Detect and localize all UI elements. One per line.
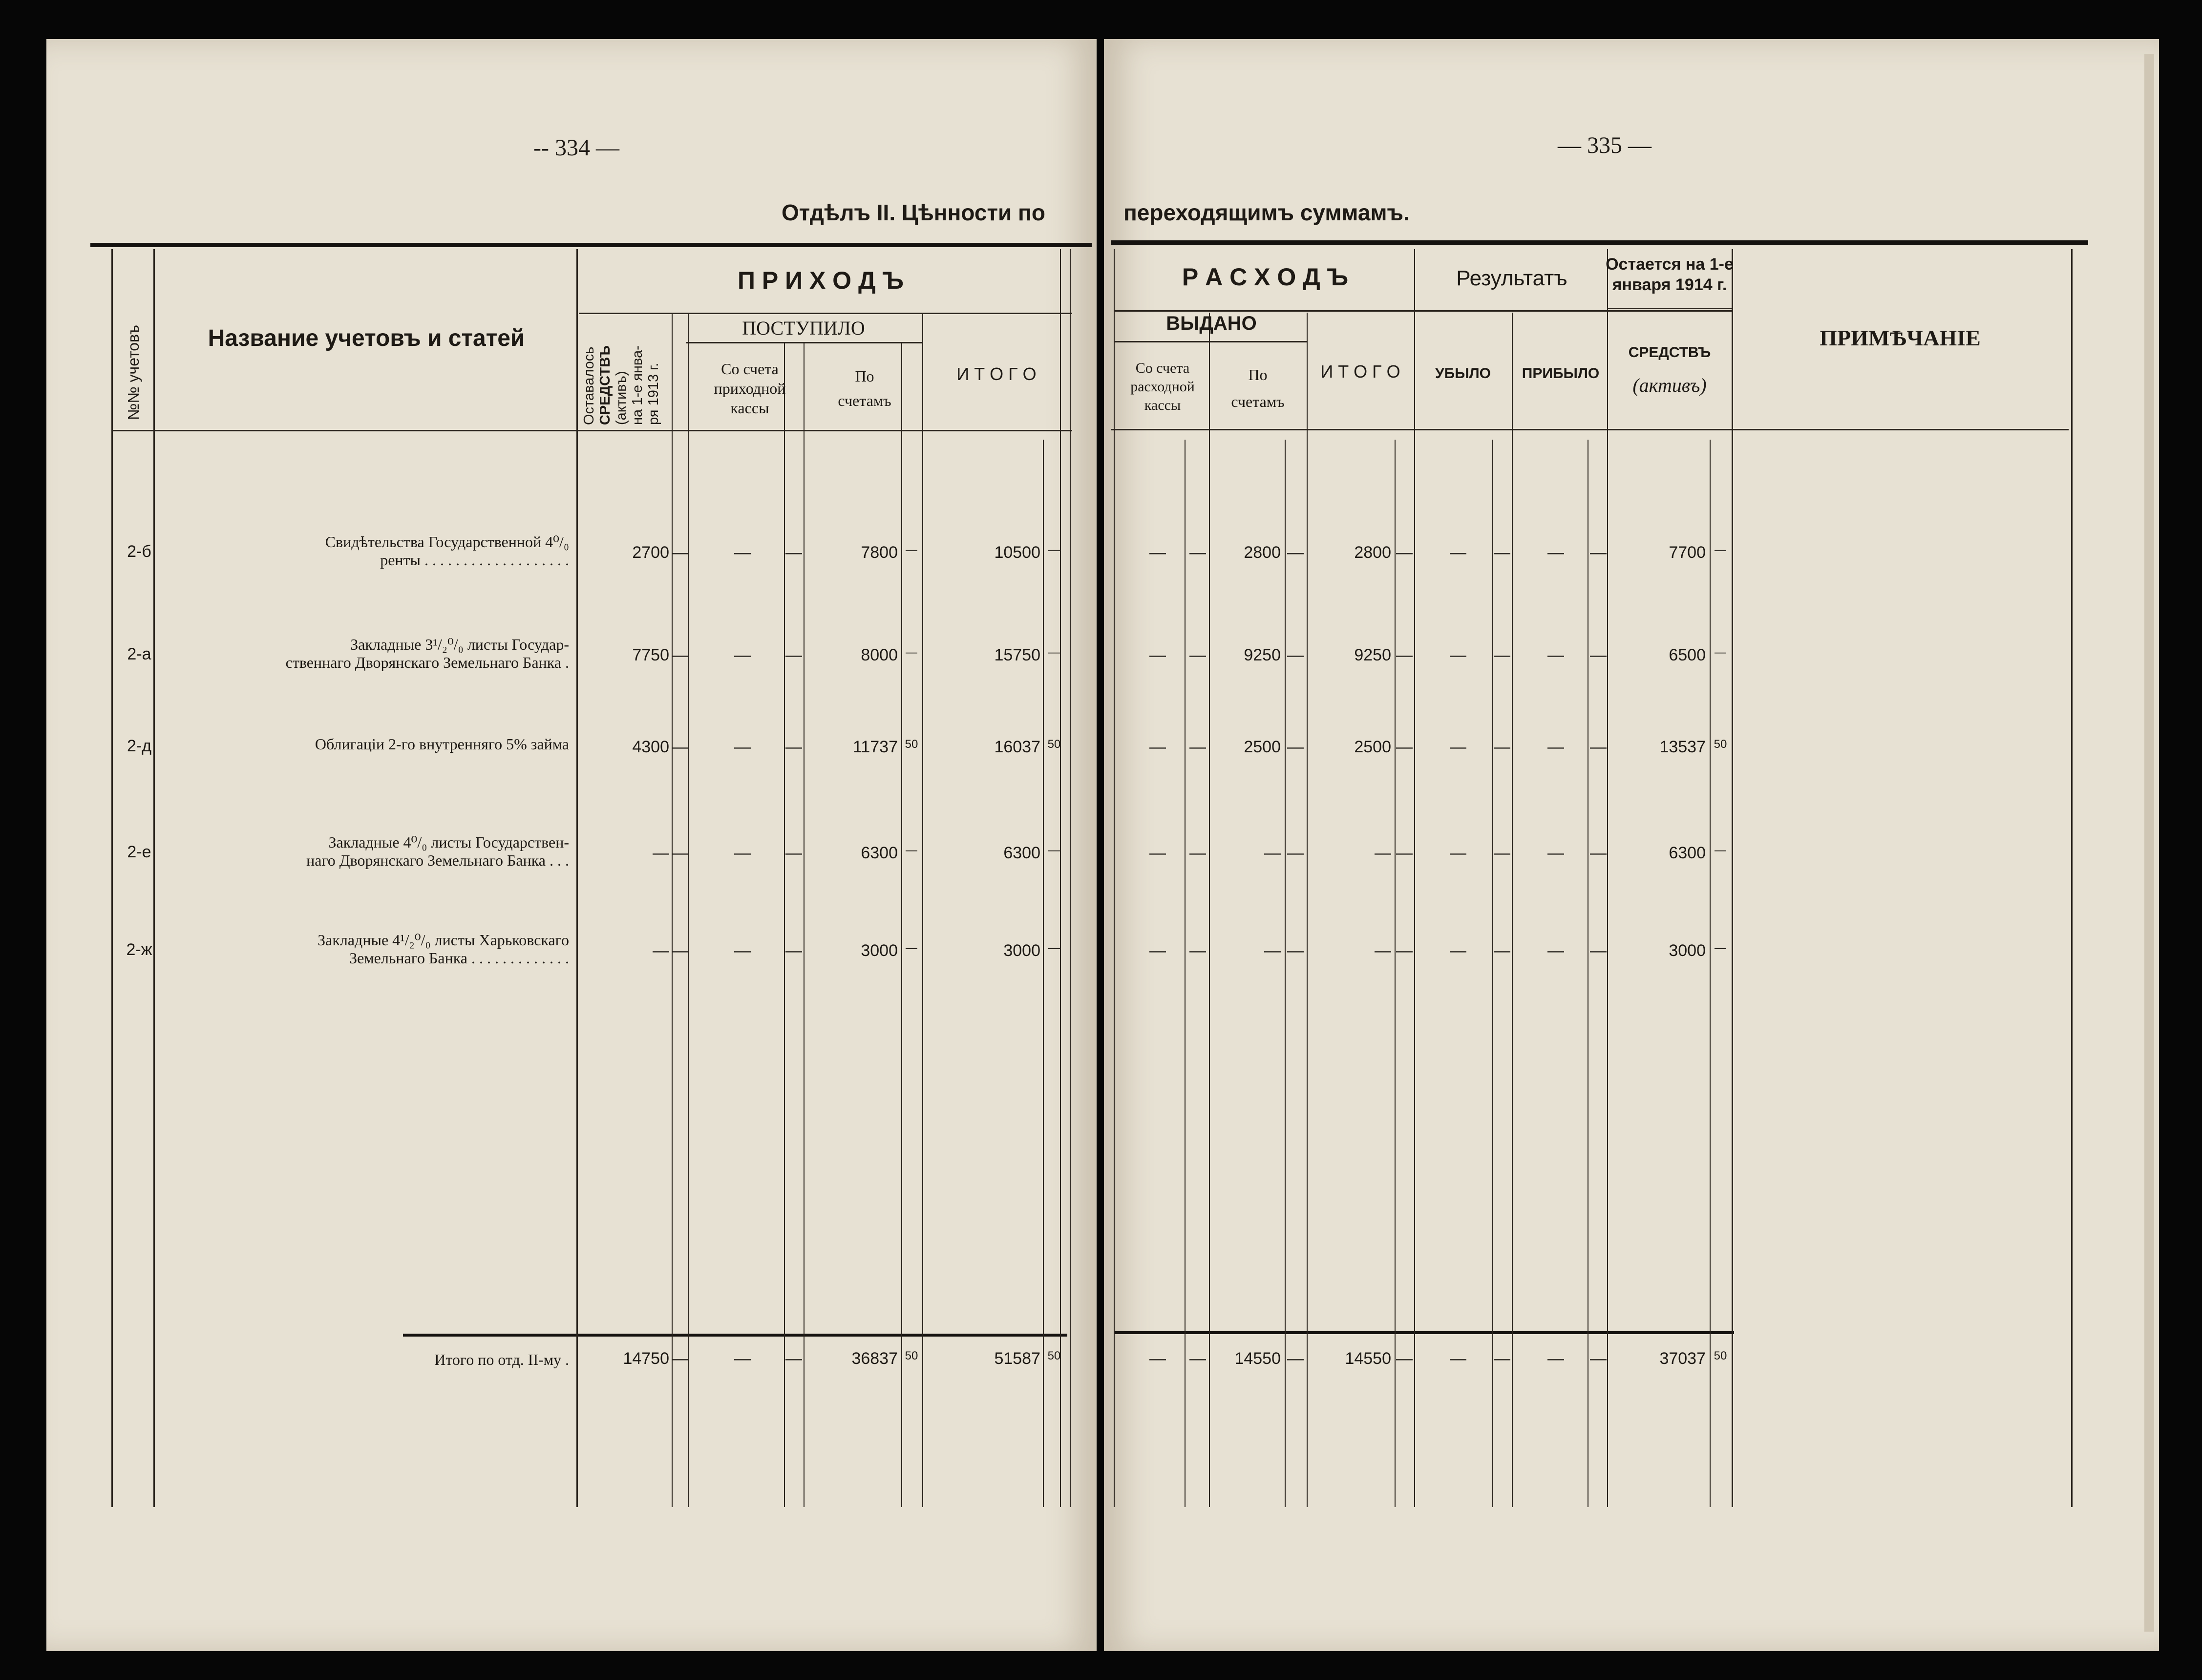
cell-ostav-k: — [672, 738, 688, 756]
cell-r-kassa-k: — [1189, 941, 1206, 960]
cell-itogo-k: — [1048, 844, 1060, 857]
cell-ubylo: — [1450, 543, 1466, 562]
cell-ostav-k: — [672, 844, 688, 862]
row-name-line: Облигаціи 2-го внутренняго 5% займа [315, 735, 569, 753]
header-raskhod: Р А С Х О Д Ъ [1182, 263, 1349, 291]
cell-itogo-k: — [1048, 646, 1060, 659]
cell-po-k: — [906, 646, 917, 659]
cell-ost-k: 50 [1714, 738, 1727, 751]
total-pribylo: — [1547, 1349, 1564, 1368]
cell-ost-k: — [1715, 844, 1726, 857]
cell-r-kassa: — [1149, 941, 1166, 960]
cell-pribylo: — [1547, 941, 1564, 960]
header-itogo-right: И Т О Г О [1320, 362, 1400, 382]
cell-itogo: 15750 [994, 646, 1040, 664]
cell-r-kassa-k: — [1189, 844, 1206, 862]
cell-po: 6300 [861, 844, 898, 862]
total-itogo: 51587 [994, 1349, 1040, 1368]
header-vydano: ВЫДАНО [1166, 313, 1257, 334]
cell-r-itogo: 2500 [1354, 738, 1391, 756]
left-page [46, 39, 1097, 1651]
cell-itogo: 3000 [1003, 941, 1040, 960]
total-ost: 37037 [1659, 1349, 1706, 1368]
total-r-itogo: 14550 [1345, 1349, 1391, 1368]
header-so-scheta-raskhodnoi: Со счета расходной кассы [1130, 360, 1195, 413]
total-kassa: — [734, 1349, 751, 1368]
total-label: Итого по отд. II-му . [434, 1351, 569, 1368]
cell-pribylo: — [1547, 543, 1564, 562]
cell-r-itogo: 2800 [1354, 543, 1391, 562]
section-title-left: Отдѣлъ II. Цѣнности по [782, 200, 1045, 225]
total-ubylo-k: — [1494, 1349, 1510, 1368]
cell-po-k: — [906, 941, 917, 955]
top-rule-right [1111, 240, 2088, 245]
cell-pribylo: — [1547, 844, 1564, 862]
total-po-k: 50 [905, 1349, 918, 1362]
total-r-po: 14550 [1234, 1349, 1281, 1368]
header-rezultat: Результатъ [1456, 266, 1567, 290]
cell-r-po: — [1264, 941, 1281, 960]
total-po: 36837 [851, 1349, 898, 1368]
cell-r-po-k: — [1287, 738, 1304, 756]
cell-ostav-k: — [672, 543, 688, 562]
cell-r-itogo-k: — [1396, 844, 1413, 862]
cell-ubylo-k: — [1494, 844, 1510, 862]
total-r-po-k: — [1287, 1349, 1304, 1368]
total-r-kassa: — [1149, 1349, 1166, 1368]
header-account-no: №№ учетовъ [125, 325, 142, 420]
total-r-kassa-k: — [1189, 1349, 1206, 1368]
cell-ost: 7700 [1669, 543, 1706, 562]
cell-ost: 3000 [1669, 941, 1706, 960]
cell-kassa: — [734, 738, 751, 756]
cell-po: 11737 [852, 738, 898, 756]
row-name-line: Земельнаго Банка . . . . . . . . . . . . . [349, 949, 569, 967]
cell-pribylo: — [1547, 646, 1564, 664]
header-postupilo: ПОСТУПИЛО [742, 317, 865, 339]
cell-ubylo-k: — [1494, 646, 1510, 664]
cell-ubylo-k: — [1494, 941, 1510, 960]
cell-pribylo: — [1547, 738, 1564, 756]
page-edge [2144, 54, 2154, 1632]
cell-ost-k: — [1715, 646, 1726, 659]
row-name-line: Закладные 4¹/₂⁰/₀ листы Харьковскаго [318, 931, 569, 949]
header-so-scheta-prikhodnoi: Со счета приходной кассы [714, 360, 786, 417]
cell-itogo-k: 50 [1047, 738, 1061, 751]
cell-r-itogo-k: — [1396, 543, 1413, 562]
header-pribylo: ПРИБЫЛО [1522, 365, 1600, 382]
cell-po: 7800 [861, 543, 898, 562]
total-ostav-k: — [672, 1349, 688, 1368]
cell-kassa: — [734, 941, 751, 960]
cell-r-itogo-k: — [1396, 738, 1413, 756]
header-name: Название учетовъ и статей [208, 325, 525, 351]
cell-po: 8000 [861, 646, 898, 664]
header-rule-left [112, 430, 1072, 431]
cell-r-itogo: — [1375, 941, 1391, 960]
header-po-schetam-left: По счетамъ [838, 367, 891, 409]
cell-r-po: 2800 [1244, 543, 1281, 562]
cell-pribylo-k: — [1590, 646, 1607, 664]
cell-ost-k: — [1715, 941, 1726, 955]
cell-itogo: 10500 [994, 543, 1040, 562]
header-aktiv: (активъ) [1632, 374, 1707, 396]
cell-ostav: 2700 [632, 543, 669, 562]
cell-r-po: 9250 [1244, 646, 1281, 664]
row-name-line: Свидѣтельства Государственной 4⁰/₀ [325, 533, 569, 551]
header-po-schetam-right: По счетамъ [1231, 366, 1285, 410]
cell-kassa-k: — [785, 738, 802, 756]
cell-pribylo-k: — [1590, 738, 1607, 756]
cell-ost-k: — [1715, 543, 1726, 556]
page-number-left: -- 334 — [533, 135, 619, 161]
row-name-line: Закладные 4⁰/₀ листы Государствен- [328, 833, 569, 851]
cell-r-po-k: — [1287, 941, 1304, 960]
cell-ubylo: — [1450, 646, 1466, 664]
total-itogo-k: 50 [1047, 1349, 1061, 1362]
cell-ost: 6500 [1669, 646, 1706, 664]
cell-kassa: — [734, 543, 751, 562]
total-ost-k: 50 [1714, 1349, 1727, 1362]
total-ubylo: — [1450, 1349, 1466, 1368]
total-kassa-k: — [785, 1349, 802, 1368]
cell-r-kassa: — [1149, 738, 1166, 756]
cell-ubylo-k: — [1494, 543, 1510, 562]
row-name-line: ренты . . . . . . . . . . . . . . . . . . . [380, 551, 569, 569]
cell-kassa: — [734, 646, 751, 664]
cell-r-kassa: — [1149, 543, 1166, 562]
header-rule-right [1111, 429, 2069, 430]
cell-r-kassa-k: — [1189, 738, 1206, 756]
cell-r-po-k: — [1287, 646, 1304, 664]
cell-r-kassa-k: — [1189, 543, 1206, 562]
cell-po-k: — [906, 543, 917, 556]
cell-r-po: — [1264, 844, 1281, 862]
cell-itogo: 6300 [1003, 844, 1040, 862]
page-number-right: — 335 — [1558, 132, 1652, 158]
header-prikhod: П Р И Х О Д Ъ [738, 267, 904, 294]
row-account-no: 2-е [127, 843, 151, 861]
cell-r-po-k: — [1287, 543, 1304, 562]
cell-ostav-k: — [672, 646, 688, 664]
row-name-line: Закладные 3¹/₂⁰/₀ листы Государ- [350, 636, 569, 653]
cell-kassa: — [734, 844, 751, 862]
cell-ostav: — [653, 941, 669, 960]
cell-ost: 6300 [1669, 844, 1706, 862]
cell-itogo-k: — [1048, 543, 1060, 556]
row-name-line: ственнаго Дворянскаго Земельнаго Банка . [285, 654, 569, 671]
total-ostav: 14750 [623, 1349, 669, 1368]
cell-itogo: 16037 [994, 738, 1040, 756]
cell-pribylo-k: — [1590, 941, 1607, 960]
cell-itogo-k: — [1048, 941, 1060, 955]
cell-r-itogo: — [1375, 844, 1391, 862]
cell-r-po-k: — [1287, 844, 1304, 862]
cell-ostav: 7750 [632, 646, 669, 664]
cell-ost: 13537 [1659, 738, 1706, 756]
row-account-no: 2-ж [126, 940, 152, 959]
top-rule-left [90, 243, 1092, 247]
cell-ubylo: — [1450, 738, 1466, 756]
section-title-right: переходящимъ суммамъ. [1123, 200, 1410, 225]
cell-ostav: — [653, 844, 669, 862]
total-pribylo-k: — [1590, 1349, 1607, 1368]
cell-ubylo: — [1450, 844, 1466, 862]
cell-r-itogo-k: — [1396, 646, 1413, 664]
cell-r-po: 2500 [1244, 738, 1281, 756]
row-account-no: 2-д [127, 737, 152, 755]
cell-po: 3000 [861, 941, 898, 960]
header-itogo-left: И Т О Г О [956, 364, 1037, 384]
cell-r-kassa-k: — [1189, 646, 1206, 664]
cell-kassa-k: — [785, 646, 802, 664]
cell-po-k: 50 [905, 738, 918, 751]
cell-pribylo-k: — [1590, 844, 1607, 862]
header-sredstv: СРЕДСТВЪ [1628, 344, 1711, 361]
header-primechanie: ПРИМѢЧАНІЕ [1820, 325, 1981, 350]
cell-ostav-k: — [672, 941, 688, 960]
cell-kassa-k: — [785, 941, 802, 960]
cell-r-itogo-k: — [1396, 941, 1413, 960]
cell-ostav: 4300 [632, 738, 669, 756]
cell-ubylo-k: — [1494, 738, 1510, 756]
cell-r-kassa: — [1149, 646, 1166, 664]
header-ostavalos: Оставалось СРЕДСТВЪ (активъ) на 1-е янва- ря 1913 г. [581, 345, 661, 425]
total-r-itogo-k: — [1396, 1349, 1413, 1368]
cell-po-k: — [906, 844, 917, 857]
row-name-line: наго Дворянскаго Земельнаго Банка . . . [306, 851, 569, 869]
cell-kassa-k: — [785, 844, 802, 862]
cell-kassa-k: — [785, 543, 802, 562]
cell-pribylo-k: — [1590, 543, 1607, 562]
row-account-no: 2-а [127, 645, 151, 663]
row-account-no: 2-б [127, 542, 151, 561]
cell-r-kassa: — [1149, 844, 1166, 862]
cell-r-itogo: 9250 [1354, 646, 1391, 664]
header-ubylo: УБЫЛО [1435, 365, 1491, 382]
cell-ubylo: — [1450, 941, 1466, 960]
header-ostaetsya: Остается на 1-е января 1914 г. [1606, 255, 1734, 294]
